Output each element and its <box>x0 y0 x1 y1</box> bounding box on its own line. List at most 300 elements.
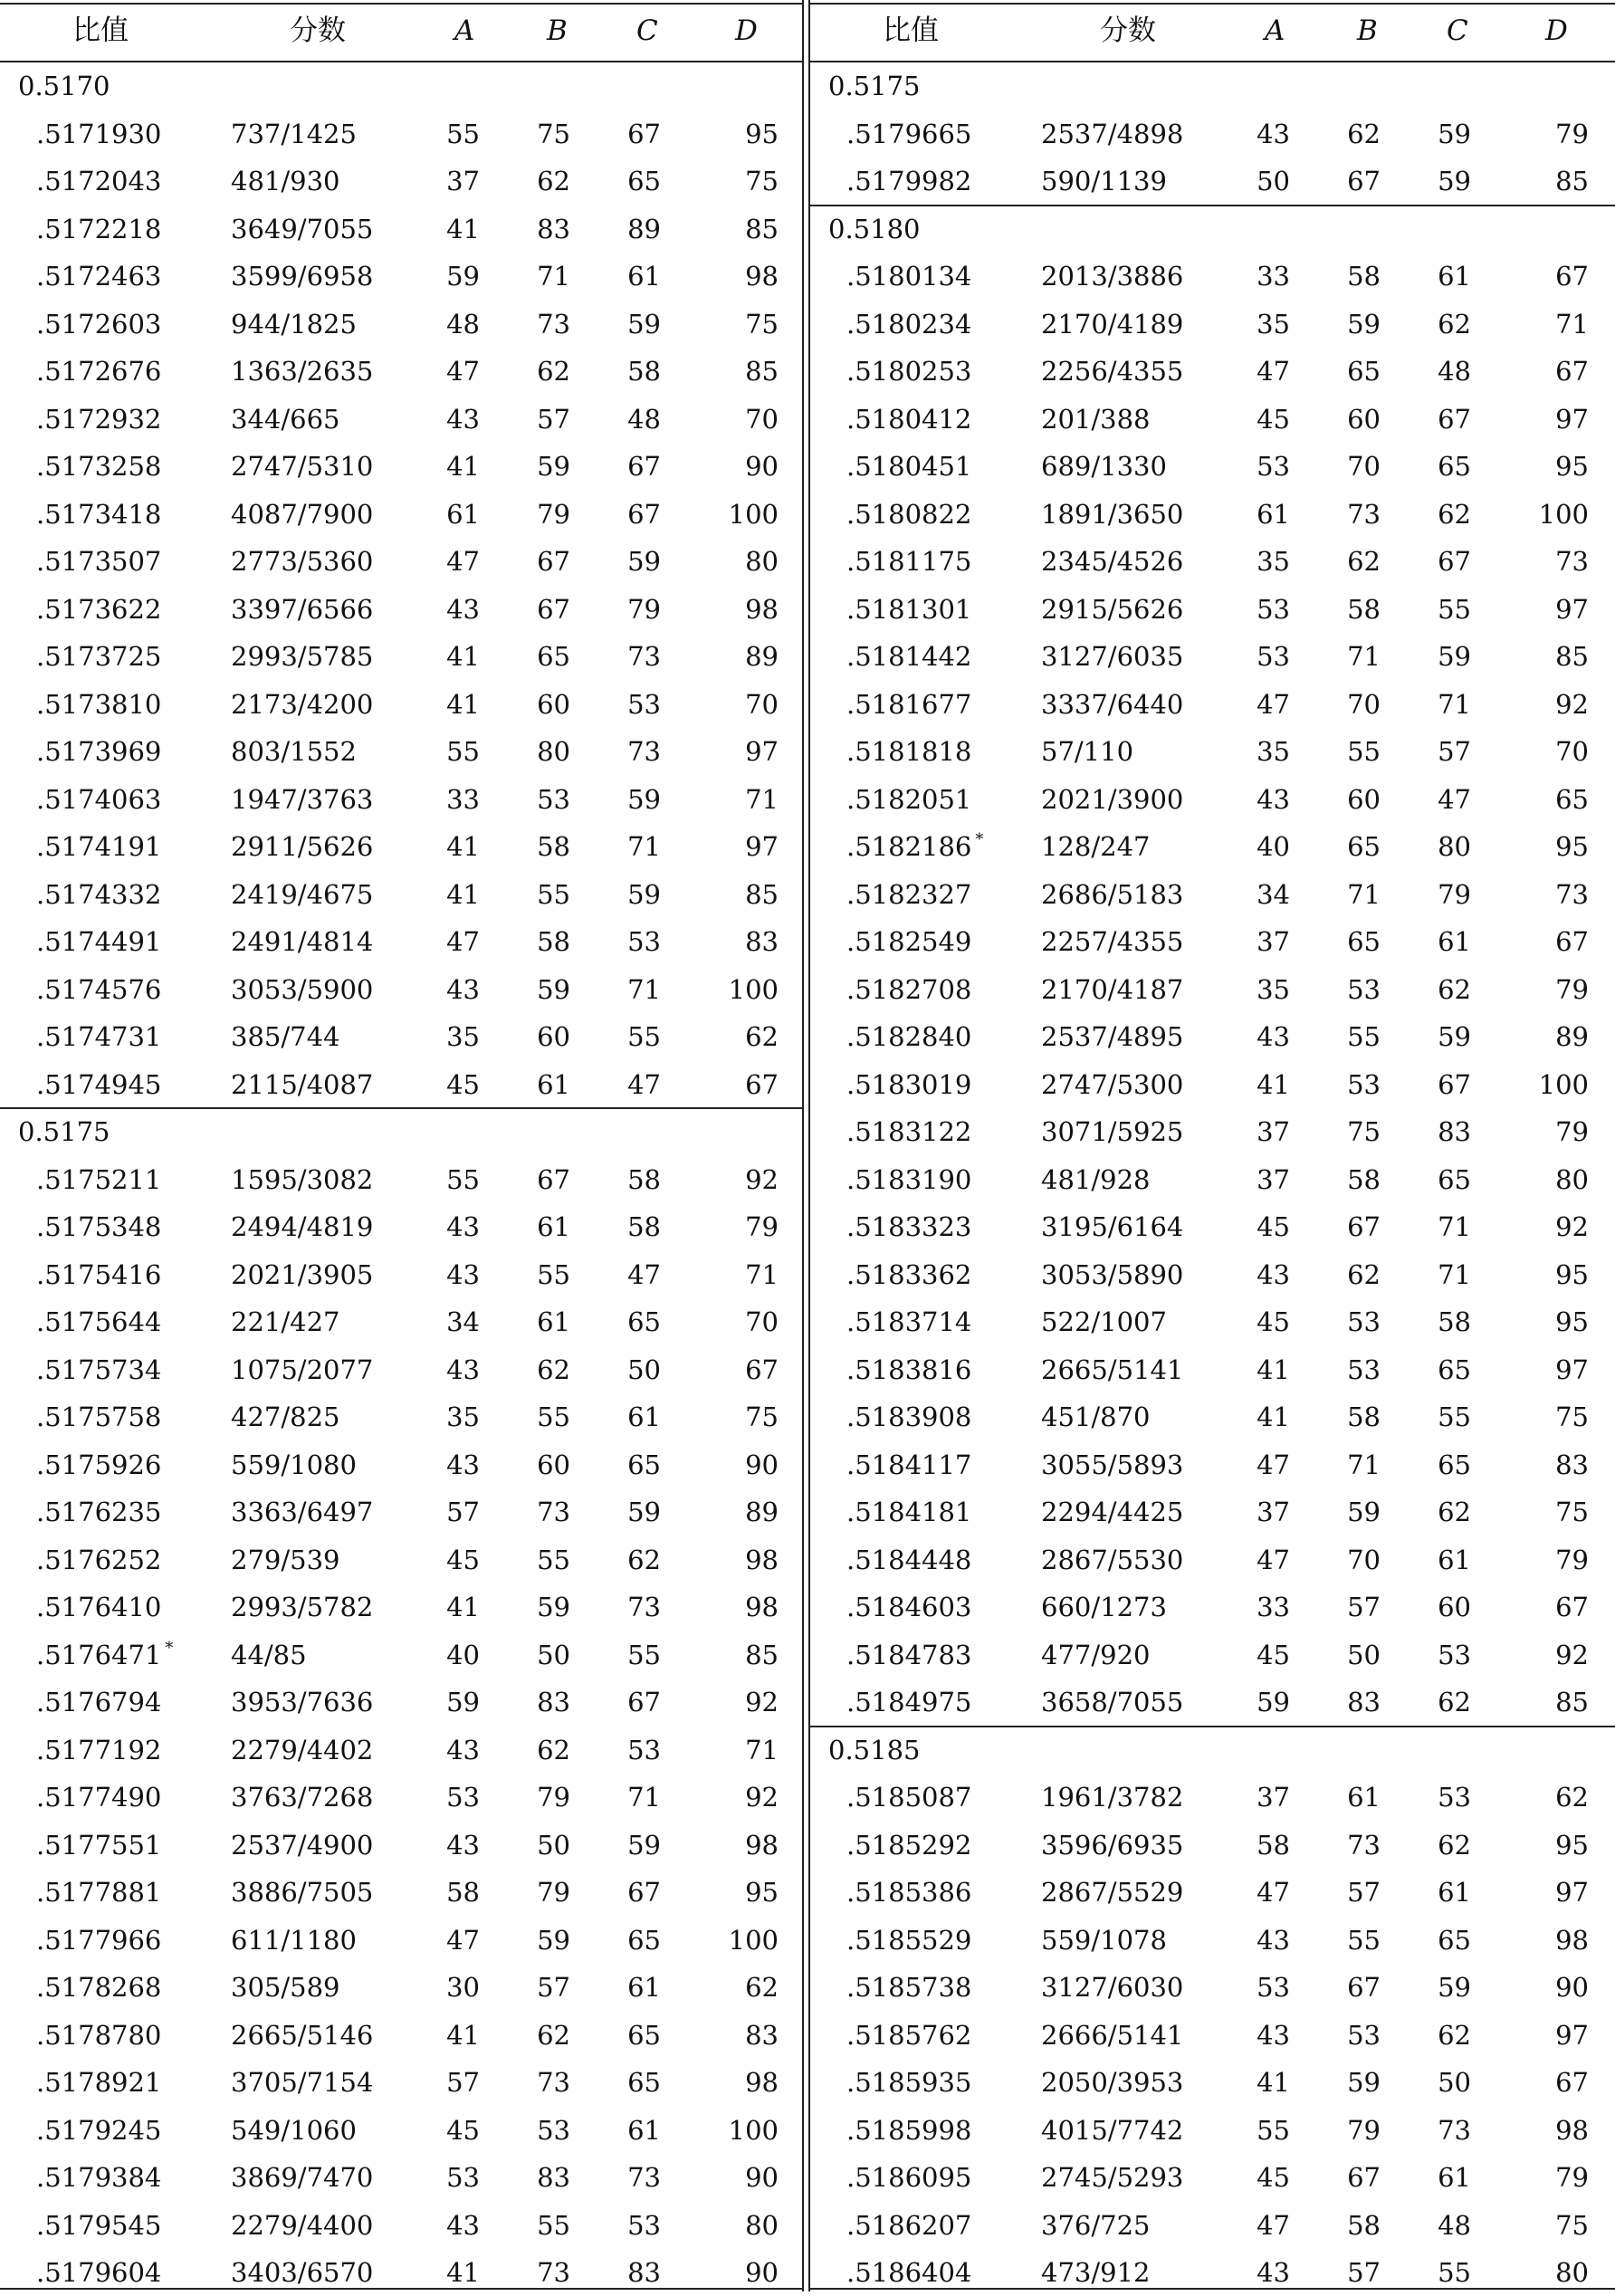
fraction-cell: 2773/5360 <box>231 546 374 577</box>
table-row <box>810 1488 1615 1535</box>
c-cell: 89 <box>627 213 661 244</box>
b-cell: 65 <box>1347 831 1381 862</box>
d-cell: 75 <box>1555 1497 1589 1527</box>
header-a: A <box>1265 14 1285 47</box>
ratio-cell: .5183714 <box>846 1306 972 1337</box>
c-cell: 59 <box>1438 166 1471 196</box>
b-cell: 59 <box>1347 308 1381 340</box>
ratio-cell: .5172932 <box>36 403 162 435</box>
table-row <box>810 2012 1615 2059</box>
c-cell: 50 <box>1438 2067 1471 2098</box>
ratio-cell: .5175644 <box>36 1306 162 1337</box>
c-cell: 47 <box>627 1068 661 1100</box>
table-row <box>0 871 804 918</box>
c-cell: 59 <box>627 1497 661 1527</box>
c-cell: 62 <box>1438 498 1471 530</box>
fraction-cell: 803/1552 <box>231 736 357 767</box>
ratio-cell: .5174731 <box>36 1021 162 1052</box>
c-cell: 62 <box>1438 2019 1471 2051</box>
d-cell: 67 <box>1555 926 1589 957</box>
table-row <box>0 1156 804 1203</box>
table-row <box>0 1822 804 1869</box>
ratio-cell: .5182327 <box>846 878 972 910</box>
d-cell: 79 <box>1555 1544 1589 1575</box>
d-cell: 95 <box>1555 1258 1589 1290</box>
c-cell: 58 <box>1438 1306 1471 1337</box>
ratio-cell: .5180253 <box>846 356 972 387</box>
b-cell: 62 <box>537 1734 570 1765</box>
a-cell: 41 <box>446 688 480 720</box>
b-cell: 62 <box>537 166 570 196</box>
c-cell: 59 <box>627 1829 661 1861</box>
table-row <box>810 681 1615 728</box>
c-cell: 79 <box>627 593 661 625</box>
a-cell: 37 <box>1257 1497 1290 1527</box>
table-row <box>810 443 1615 490</box>
table-row <box>0 1441 804 1488</box>
a-cell: 43 <box>446 1734 480 1765</box>
a-cell: 37 <box>446 166 480 196</box>
d-cell: 75 <box>745 308 779 340</box>
fraction-cell: 611/1180 <box>231 1924 357 1956</box>
table-row <box>0 396 804 443</box>
fraction-cell: 689/1330 <box>1041 451 1167 482</box>
ratio-cell: .5174063 <box>36 783 162 815</box>
fraction-cell: 2665/5146 <box>231 2019 374 2051</box>
table-row <box>0 2107 804 2154</box>
c-cell: 73 <box>627 2162 661 2193</box>
c-cell: 59 <box>1438 641 1471 672</box>
a-cell: 41 <box>1257 1402 1290 1432</box>
fraction-cell: 3886/7505 <box>231 1877 374 1908</box>
table-row <box>0 1964 804 2011</box>
d-cell: 85 <box>745 213 779 244</box>
c-cell: 60 <box>1438 1592 1471 1622</box>
ratio-cell: .5179665 <box>846 118 972 149</box>
ratio-cell: .5186095 <box>846 2162 972 2193</box>
c-cell: 65 <box>1438 1354 1471 1385</box>
a-cell: 41 <box>1257 2067 1290 2098</box>
table-row <box>810 1441 1615 1488</box>
table-row <box>0 2202 804 2249</box>
table-row <box>0 1869 804 1916</box>
d-cell: 85 <box>745 878 779 910</box>
table-row <box>0 776 804 823</box>
ratio-cell: .5175348 <box>36 1211 162 1242</box>
table-row <box>810 2059 1615 2106</box>
c-cell: 61 <box>627 1402 661 1432</box>
d-cell: 62 <box>745 1021 779 1052</box>
a-cell: 47 <box>1257 356 1290 387</box>
c-cell: 67 <box>1438 546 1471 577</box>
d-cell: 89 <box>1555 1021 1589 1052</box>
a-cell: 57 <box>446 2067 480 2098</box>
c-cell: 62 <box>1438 308 1471 340</box>
ratio-cell: .5182051 <box>846 783 972 815</box>
fraction-cell: 2537/4900 <box>231 1829 374 1861</box>
b-cell: 50 <box>537 1829 570 1861</box>
c-cell: 67 <box>627 498 661 530</box>
ratio-cell: .5173418 <box>36 498 162 530</box>
d-cell: 73 <box>1555 546 1589 577</box>
d-cell: 71 <box>745 1734 779 1765</box>
ratio-cell: .5183908 <box>846 1402 972 1432</box>
c-cell: 53 <box>627 1734 661 1765</box>
ratio-cell: .5181175 <box>846 546 972 577</box>
d-cell: 95 <box>745 1877 779 1908</box>
table-row <box>0 538 804 585</box>
b-cell: 80 <box>537 736 570 767</box>
b-cell: 73 <box>537 308 570 340</box>
fraction-cell: 2256/4355 <box>1041 356 1184 387</box>
a-cell: 34 <box>1257 878 1290 910</box>
group-label: 0.5185 <box>828 1734 921 1765</box>
ratio-cell: .5185998 <box>846 2114 972 2146</box>
a-cell: 55 <box>446 1163 480 1195</box>
c-cell: 73 <box>627 641 661 672</box>
table-row <box>810 110 1615 158</box>
ratio-cell: .5182708 <box>846 973 972 1005</box>
ratio-cell: .5179384 <box>36 2162 162 2193</box>
d-cell: 98 <box>745 2067 779 2098</box>
ratio-cell: .5180822 <box>846 498 972 530</box>
a-cell: 43 <box>446 1258 480 1290</box>
ratio-cell: .5184783 <box>846 1639 972 1670</box>
ratio-cell: .5185529 <box>846 1924 972 1956</box>
d-cell: 95 <box>1555 1829 1589 1861</box>
a-cell: 41 <box>446 831 480 862</box>
a-cell: 47 <box>1257 1544 1290 1575</box>
a-cell: 34 <box>446 1306 480 1337</box>
c-cell: 65 <box>627 1449 661 1480</box>
fraction-cell: 3363/6497 <box>231 1497 374 1527</box>
c-cell: 61 <box>627 2114 661 2146</box>
d-cell: 79 <box>1555 118 1589 149</box>
table-row <box>0 2154 804 2201</box>
table-row <box>810 1679 1615 1726</box>
table-row <box>0 1583 804 1631</box>
b-cell: 79 <box>537 498 570 530</box>
d-cell: 67 <box>1555 261 1589 292</box>
fraction-cell: 2021/3905 <box>231 1258 374 1290</box>
a-cell: 59 <box>446 1687 480 1717</box>
d-cell: 98 <box>745 1592 779 1622</box>
fraction-cell: 385/744 <box>231 1021 340 1052</box>
a-cell: 61 <box>446 498 480 530</box>
fraction-cell: 3869/7470 <box>231 2162 374 2193</box>
table-row <box>0 586 804 633</box>
d-cell: 100 <box>1538 1068 1589 1100</box>
d-cell: 80 <box>1555 1163 1589 1195</box>
ratio-cell: .5174576 <box>36 973 162 1005</box>
header-row <box>0 7 804 54</box>
b-cell: 58 <box>1347 1163 1381 1195</box>
a-cell: 41 <box>446 2019 480 2051</box>
b-cell: 58 <box>1347 1402 1381 1432</box>
ratio-cell: .5176471 * <box>36 1638 174 1670</box>
a-cell: 37 <box>1257 926 1290 957</box>
c-cell: 59 <box>1438 1972 1471 2003</box>
b-cell: 83 <box>1347 1687 1381 1717</box>
c-cell: 65 <box>627 2019 661 2051</box>
d-cell: 75 <box>1555 1402 1589 1432</box>
fraction-cell: 473/912 <box>1041 2257 1151 2288</box>
header-a: A <box>454 14 475 47</box>
table-row <box>0 1346 804 1393</box>
table-row <box>810 1251 1615 1298</box>
b-cell: 75 <box>537 118 570 149</box>
fraction-cell: 2345/4526 <box>1041 546 1184 577</box>
a-cell: 41 <box>446 1592 480 1622</box>
d-cell: 85 <box>745 1639 779 1670</box>
c-cell: 83 <box>1438 1116 1471 1147</box>
d-cell: 67 <box>1555 356 1589 387</box>
c-cell: 58 <box>627 356 661 387</box>
table-row <box>0 1727 804 1774</box>
d-cell: 100 <box>728 498 779 530</box>
a-cell: 41 <box>446 451 480 482</box>
a-cell: 45 <box>1257 1639 1290 1670</box>
b-cell: 55 <box>537 878 570 910</box>
a-cell: 53 <box>446 1782 480 1813</box>
d-cell: 83 <box>1555 1449 1589 1480</box>
ratio-cell: .5173622 <box>36 593 162 625</box>
d-cell: 79 <box>1555 1116 1589 1147</box>
c-cell: 61 <box>627 261 661 292</box>
ratio-cell: .5184117 <box>846 1449 972 1480</box>
a-cell: 43 <box>446 2209 480 2241</box>
c-cell: 67 <box>627 1687 661 1717</box>
d-cell: 70 <box>745 688 779 720</box>
b-cell: 57 <box>1347 1877 1381 1908</box>
ratio-cell: .5182549 <box>846 926 972 957</box>
fraction-cell: 2666/5141 <box>1041 2019 1184 2051</box>
fraction-cell: 201/388 <box>1041 403 1151 435</box>
b-cell: 83 <box>537 213 570 244</box>
table-row <box>0 1536 804 1583</box>
fraction-cell: 2747/5300 <box>1041 1068 1184 1100</box>
a-cell: 43 <box>446 1354 480 1385</box>
a-cell: 47 <box>1257 1877 1290 1908</box>
table-row <box>0 1298 804 1345</box>
ratio-cell: .5185087 <box>846 1782 972 1813</box>
a-cell: 41 <box>446 878 480 910</box>
table-row <box>0 2012 804 2059</box>
a-cell: 45 <box>1257 1211 1290 1242</box>
fraction-cell: 2257/4355 <box>1041 926 1184 957</box>
table-row <box>810 1298 1615 1345</box>
ratio-cell: .5172463 <box>36 261 162 292</box>
c-cell: 48 <box>627 403 661 435</box>
a-cell: 45 <box>446 1068 480 1100</box>
c-cell: 53 <box>627 926 661 957</box>
group-row <box>810 1727 1615 1774</box>
ratio-cell: .5183362 <box>846 1258 972 1290</box>
footnote-mark: * <box>165 1638 174 1658</box>
b-cell: 53 <box>537 2114 570 2146</box>
ratio-cell: .5185738 <box>846 1972 972 2003</box>
a-cell: 45 <box>446 2114 480 2146</box>
ratio-cell: .5173725 <box>36 641 162 672</box>
c-cell: 61 <box>627 1972 661 2003</box>
table-row <box>810 1869 1615 1916</box>
d-cell: 67 <box>1555 2067 1589 2098</box>
ratio-cell: .5185762 <box>846 2019 972 2051</box>
a-cell: 35 <box>1257 973 1290 1005</box>
table-row <box>0 253 804 300</box>
header-c: C <box>636 14 658 47</box>
fraction-cell: 2013/3886 <box>1041 261 1184 292</box>
b-cell: 55 <box>1347 736 1381 767</box>
b-cell: 62 <box>1347 546 1381 577</box>
header-ratio: 比值 <box>72 14 129 47</box>
table-row <box>810 871 1615 918</box>
header-row <box>810 7 1615 54</box>
table-row <box>810 2202 1615 2249</box>
ratio-cell: .5184603 <box>846 1592 972 1622</box>
fraction-cell: 2915/5626 <box>1041 593 1184 625</box>
fraction-cell: 549/1060 <box>231 2114 357 2146</box>
fraction-cell: 3127/6035 <box>1041 641 1184 672</box>
a-cell: 30 <box>446 1972 480 2003</box>
b-cell: 53 <box>537 783 570 815</box>
table-row <box>810 1061 1615 1108</box>
a-cell: 59 <box>1257 1687 1290 1717</box>
a-cell: 50 <box>1257 166 1290 196</box>
c-cell: 59 <box>1438 118 1471 149</box>
c-cell: 65 <box>1438 451 1471 482</box>
c-cell: 67 <box>1438 403 1471 435</box>
table-row <box>810 1964 1615 2011</box>
c-cell: 58 <box>627 1211 661 1242</box>
table-row <box>810 586 1615 633</box>
a-cell: 37 <box>1257 1116 1290 1147</box>
ratio-cell: .5174191 <box>36 831 162 862</box>
d-cell: 79 <box>745 1211 779 1242</box>
table-row <box>0 1679 804 1726</box>
table-row <box>0 158 804 205</box>
ratio-cell: .5181442 <box>846 641 972 672</box>
b-cell: 55 <box>1347 1924 1381 1956</box>
b-cell: 58 <box>1347 261 1381 292</box>
d-cell: 98 <box>745 261 779 292</box>
fraction-cell: 2686/5183 <box>1041 878 1184 910</box>
fraction-cell: 1595/3082 <box>231 1163 374 1195</box>
c-cell: 79 <box>1438 878 1471 910</box>
fraction-cell: 2494/4819 <box>231 1211 374 1242</box>
c-cell: 57 <box>1438 736 1471 767</box>
fraction-cell: 57/110 <box>1041 736 1134 767</box>
a-cell: 35 <box>446 1402 480 1432</box>
b-cell: 50 <box>537 1639 570 1670</box>
d-cell: 65 <box>1555 783 1589 815</box>
a-cell: 58 <box>446 1877 480 1908</box>
header-b: B <box>1357 14 1378 47</box>
ratio-cell: .5177490 <box>36 1782 162 1813</box>
b-cell: 70 <box>1347 451 1381 482</box>
a-cell: 61 <box>1257 498 1290 530</box>
table-row <box>810 728 1615 775</box>
fraction-cell: 477/920 <box>1041 1639 1151 1670</box>
fraction-cell: 1075/2077 <box>231 1354 374 1385</box>
b-cell: 71 <box>1347 641 1381 672</box>
a-cell: 47 <box>1257 1449 1290 1480</box>
c-cell: 53 <box>627 2209 661 2241</box>
a-cell: 58 <box>1257 1829 1290 1861</box>
c-cell: 61 <box>1438 926 1471 957</box>
a-cell: 45 <box>1257 1306 1290 1337</box>
fraction-cell: 3763/7268 <box>231 1782 374 1813</box>
fraction-cell: 2173/4200 <box>231 688 374 720</box>
ratio-cell: .5186207 <box>846 2209 972 2241</box>
a-cell: 41 <box>446 213 480 244</box>
b-cell: 53 <box>1347 1306 1381 1337</box>
b-cell: 67 <box>1347 166 1381 196</box>
a-cell: 45 <box>446 1544 480 1575</box>
b-cell: 67 <box>537 546 570 577</box>
a-cell: 53 <box>1257 593 1290 625</box>
fraction-cell: 737/1425 <box>231 118 357 149</box>
table-row <box>0 443 804 490</box>
d-cell: 73 <box>1555 878 1589 910</box>
d-cell: 92 <box>1555 1639 1589 1670</box>
c-cell: 71 <box>1438 1258 1471 1290</box>
b-cell: 79 <box>1347 2114 1381 2146</box>
b-cell: 59 <box>537 451 570 482</box>
ratio-cell: .5184975 <box>846 1687 972 1717</box>
fraction-cell: 3658/7055 <box>1041 1687 1184 1717</box>
b-cell: 60 <box>1347 403 1381 435</box>
d-cell: 71 <box>1555 308 1589 340</box>
c-cell: 67 <box>627 1877 661 1908</box>
header-b: B <box>547 14 568 47</box>
d-cell: 80 <box>745 546 779 577</box>
c-cell: 65 <box>627 1924 661 1956</box>
b-cell: 73 <box>1347 498 1381 530</box>
table-row <box>810 1156 1615 1203</box>
a-cell: 43 <box>446 1829 480 1861</box>
table-row <box>0 348 804 395</box>
group-label: 0.5175 <box>18 1116 110 1147</box>
table-row <box>0 633 804 680</box>
a-cell: 43 <box>446 973 480 1005</box>
ratio-cell: .5181677 <box>846 688 972 720</box>
ratio-cell: .5177881 <box>36 1877 162 1908</box>
c-cell: 53 <box>627 688 661 720</box>
fraction-cell: 3071/5925 <box>1041 1116 1184 1147</box>
table-row <box>810 1536 1615 1583</box>
fraction-cell: 3403/6570 <box>231 2257 374 2288</box>
c-cell: 61 <box>1438 1544 1471 1575</box>
c-cell: 48 <box>1438 2209 1471 2241</box>
b-cell: 61 <box>537 1211 570 1242</box>
fraction-cell: 2867/5530 <box>1041 1544 1184 1575</box>
ratio-cell: .5173507 <box>36 546 162 577</box>
ratio-cell: .5186404 <box>846 2257 972 2288</box>
fraction-cell: 3053/5900 <box>231 973 374 1005</box>
b-cell: 65 <box>1347 926 1381 957</box>
b-cell: 58 <box>537 926 570 957</box>
c-cell: 65 <box>1438 1163 1471 1195</box>
fraction-cell: 221/427 <box>231 1306 340 1337</box>
b-cell: 79 <box>537 1782 570 1813</box>
c-cell: 62 <box>1438 1497 1471 1527</box>
d-cell: 90 <box>745 1449 779 1480</box>
c-cell: 65 <box>627 1306 661 1337</box>
a-cell: 41 <box>1257 1068 1290 1100</box>
table-row <box>0 206 804 253</box>
b-cell: 57 <box>537 1972 570 2003</box>
